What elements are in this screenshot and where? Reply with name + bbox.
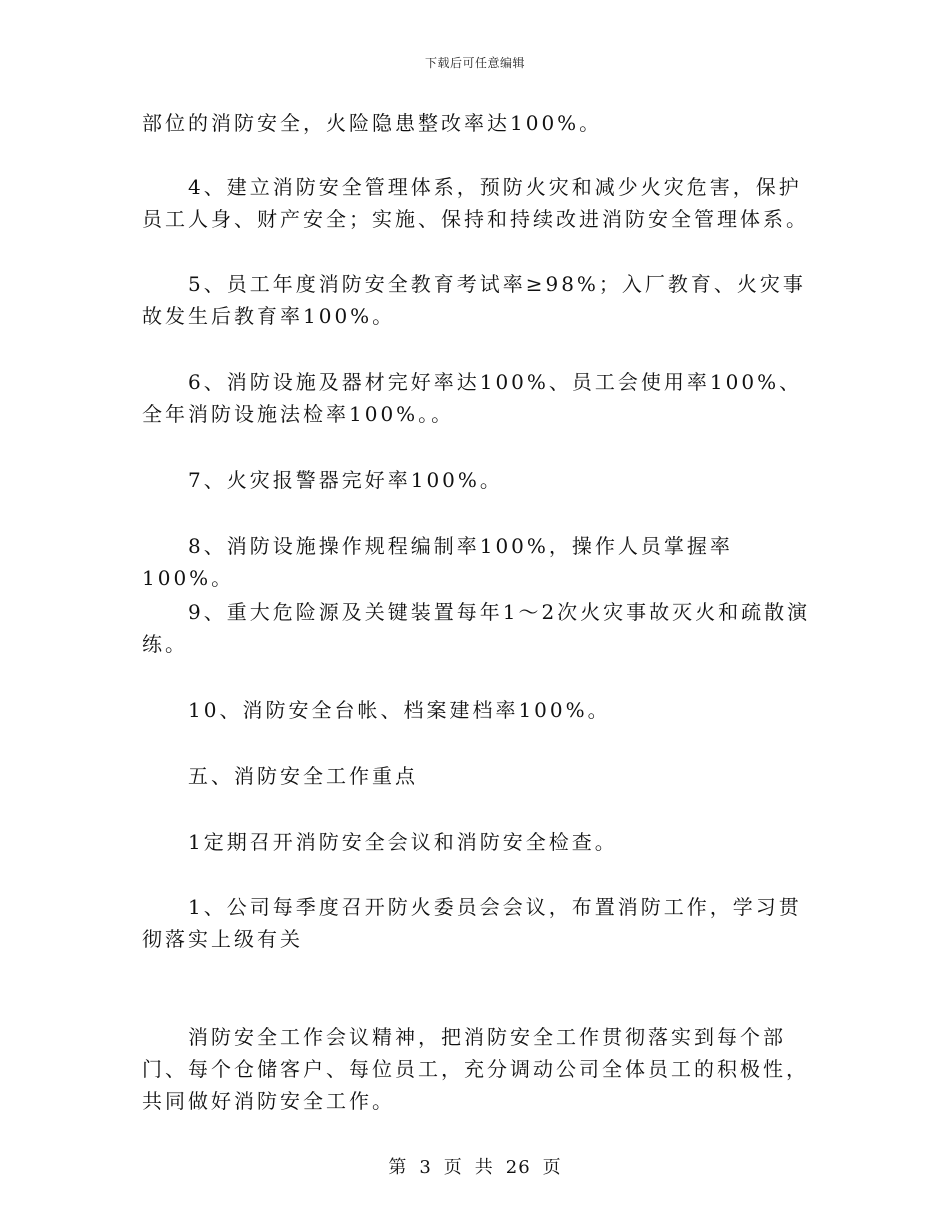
footer-page-number: 3	[419, 1157, 432, 1178]
paragraph-meeting-spirit: 消防安全工作会议精神，把消防安全工作贯彻落实到每个部门、每个仓储客户、每位员工，充分调动公司全体员工的积极性，共同做好消防安全工作。	[142, 1025, 809, 1113]
paragraph-item-8: 8、消防设施操作规程编制率100%，操作人员掌握率100%。	[142, 534, 733, 590]
paragraph-item-4: 4、建立消防安全管理体系，预防火灾和减少火灾危害，保护员工人身、财产安全；实施、保持和持续改进消防安全管理体系。	[142, 175, 809, 231]
paragraph-item-10: 10、消防安全台帐、档案建档率100%。	[188, 698, 611, 722]
footer-gong: 共	[474, 1157, 494, 1178]
paragraph-meeting-item: 1定期召开消防安全会议和消防安全检查。	[188, 830, 618, 854]
footer-di: 第	[388, 1157, 408, 1178]
page-footer	[0, 1153, 950, 1179]
paragraph-item-5: 5、员工年度消防安全教育考试率≥98%；入厂教育、火灾事故发生后教育率100%。	[142, 272, 806, 328]
paragraph-item-9: 9、重大危险源及关键装置每年1～2次火灾事故灭火和疏散演练。	[142, 600, 811, 656]
footer-ye: 页	[443, 1157, 463, 1178]
paragraph-item-6: 6、消防设施及器材完好率达100%、员工会使用率100%、全年消防设施法检率100%。。	[142, 370, 803, 426]
paragraph-item-7: 7、火灾报警器完好率100%。	[188, 468, 503, 492]
section-heading-five: 五、消防安全工作重点	[188, 764, 418, 788]
paragraph-quarterly-meeting: 1、公司每季度召开防火委员会会议，布置消防工作，学习贯彻落实上级有关	[142, 895, 802, 951]
footer-ye-2: 页	[542, 1157, 562, 1178]
footer-total-pages: 26	[505, 1157, 531, 1178]
paragraph-fire-hazard-rectification: 部位的消防安全，火险隐患整改率达100%。	[142, 111, 603, 135]
header-note: 下载后可任意编辑	[424, 56, 525, 70]
